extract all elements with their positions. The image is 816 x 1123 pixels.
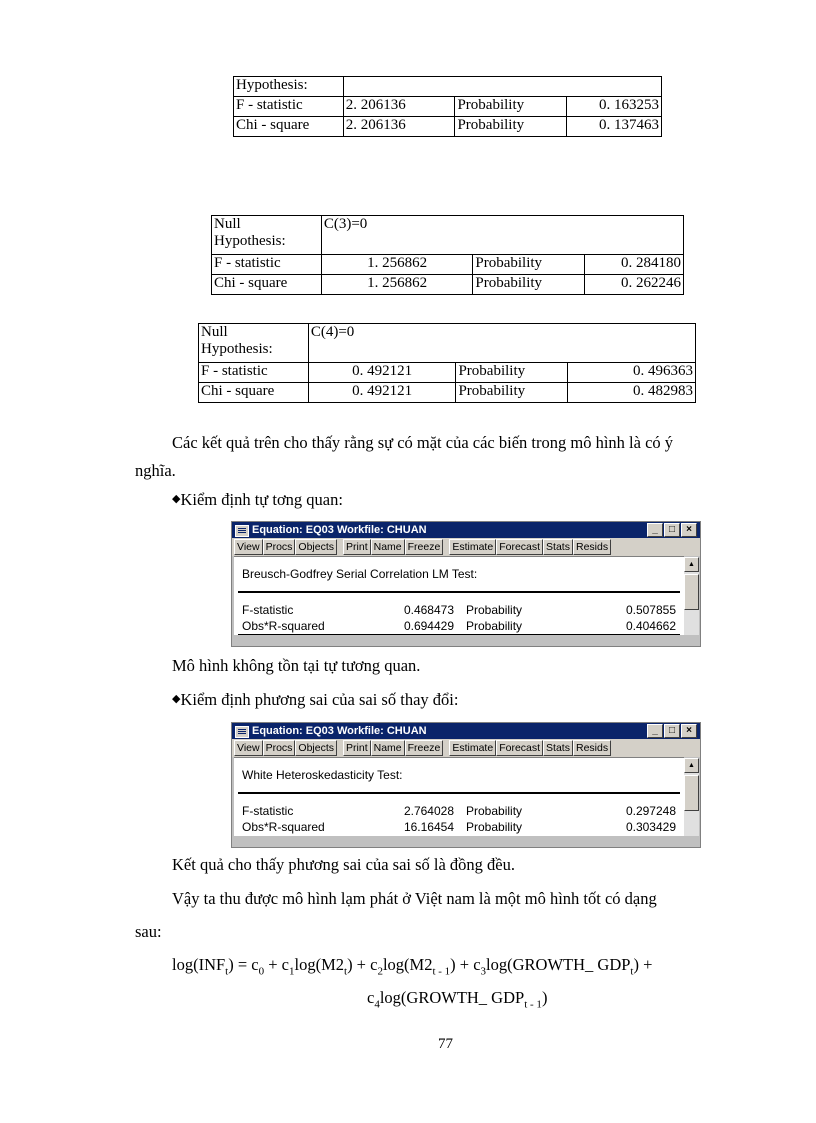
prob-value: 0. 482983 [568, 383, 696, 403]
stat-label: F-statistic [242, 603, 294, 617]
minimize-button[interactable]: _ [647, 724, 663, 738]
close-button[interactable]: × [681, 724, 697, 738]
paragraph-conclusion-line1: Các kết quả trên cho thấy rằng sự có mặt của các biến trong mô hình là có ý [172, 433, 674, 452]
vertical-scrollbar[interactable] [684, 557, 699, 635]
row-value: 1. 256862 [321, 275, 473, 295]
prob-label: Probability [455, 97, 567, 117]
toolbar-procs-button[interactable]: Procs [263, 539, 296, 555]
row-value: 2. 206136 [343, 97, 455, 117]
scroll-up-arrow-icon[interactable]: ▲ [684, 758, 699, 773]
toolbar-estimate-button[interactable]: Estimate [449, 740, 496, 756]
prob-label: Probability [466, 603, 523, 617]
prob-value: 0. 284180 [585, 255, 684, 275]
hypothesis-value: C(3)=0 [321, 216, 683, 255]
stat-value: 2.764028 [403, 804, 454, 818]
toolbar-name-button[interactable]: Name [371, 539, 405, 555]
row-value: 1. 256862 [321, 255, 473, 275]
eviews-window-heteroskedasticity[interactable] [231, 722, 701, 848]
prob-label: Probability [466, 820, 523, 834]
scroll-thumb[interactable] [684, 775, 699, 811]
window-toolbar [232, 538, 700, 556]
toolbar-resids-button[interactable]: Resids [573, 539, 611, 555]
row-value: 2. 206136 [343, 117, 455, 137]
maximize-button[interactable]: □ [664, 724, 680, 738]
prob-label: Probability [466, 619, 523, 633]
toolbar-print-button[interactable]: Print [343, 740, 371, 756]
toolbar-objects-button[interactable]: Objects [295, 539, 337, 555]
toolbar-procs-button[interactable]: Procs [263, 740, 296, 756]
toolbar-estimate-button[interactable]: Estimate [449, 539, 496, 555]
stat-value: 0.694429 [403, 619, 454, 633]
window-titlebar[interactable] [232, 522, 700, 538]
row-label: Chi - square [199, 383, 309, 403]
row-value: 0. 492121 [308, 383, 456, 403]
window-titlebar[interactable] [232, 723, 700, 739]
row-value: 0. 492121 [308, 363, 456, 383]
prob-label: Probability [466, 804, 523, 818]
test-title: White Heteroskedasticity Test: [242, 768, 403, 782]
row-label: F - statistic [199, 363, 309, 383]
formula-line2: $c_4\log(GROWTH\_$ $GDP_{t - 1}$) [367, 988, 548, 1011]
prob-value: 0. 163253 [567, 97, 662, 117]
result-heteroskedasticity: Kết quả cho thấy phương sai của sai số là đồng đều. [172, 855, 516, 874]
diamond-bullet-icon: ◆ [172, 693, 181, 705]
prob-label: Probability [473, 255, 585, 275]
row-label: F - statistic [234, 97, 344, 117]
paragraph-conclusion-line2: nghĩa. [135, 461, 176, 480]
diamond-bullet-icon: ◆ [172, 493, 181, 505]
toolbar-resids-button[interactable]: Resids [573, 740, 611, 756]
maximize-button[interactable]: □ [664, 523, 680, 537]
row-label: Chi - square [234, 117, 344, 137]
divider [238, 792, 680, 794]
prob-value: 0. 137463 [567, 117, 662, 137]
output-pane [234, 757, 684, 836]
window-app-icon [235, 525, 249, 537]
prob-value: 0.297248 [625, 804, 676, 818]
hypothesis-label: Null Hypothesis: [212, 216, 322, 255]
prob-value: 0.507855 [625, 603, 676, 617]
prob-value: 0.404662 [625, 619, 676, 633]
hypothesis-table-3 [198, 323, 696, 403]
result-autocorrelation: Mô hình không tồn tại tự tương quan. [172, 656, 421, 675]
window-app-icon [235, 726, 249, 738]
toolbar-objects-button[interactable]: Objects [295, 740, 337, 756]
hypothesis-value [343, 77, 661, 97]
prob-label: Probability [456, 383, 568, 403]
row-label: Chi - square [212, 275, 322, 295]
hypothesis-label: Hypothesis: [234, 77, 344, 97]
toolbar-view-button[interactable]: View [234, 740, 263, 756]
page-number: 77 [438, 1036, 453, 1052]
prob-label: Probability [456, 363, 568, 383]
row-label: F - statistic [212, 255, 322, 275]
prob-value: 0. 262246 [585, 275, 684, 295]
output-pane [234, 556, 684, 635]
stat-label: F-statistic [242, 804, 294, 818]
toolbar-stats-button[interactable]: Stats [543, 740, 573, 756]
close-button[interactable]: × [681, 523, 697, 537]
hypothesis-value: C(4)=0 [308, 324, 695, 363]
window-title: Equation: EQ03 Workfile: CHUAN [252, 725, 427, 737]
toolbar-stats-button[interactable]: Stats [543, 539, 573, 555]
toolbar-print-button[interactable]: Print [343, 539, 371, 555]
window-title: Equation: EQ03 Workfile: CHUAN [252, 524, 427, 536]
toolbar-forecast-button[interactable]: Forecast [496, 740, 543, 756]
window-toolbar [232, 739, 700, 757]
test-title: Breusch-Godfrey Serial Correlation LM Test: [242, 567, 478, 581]
prob-value: 0. 496363 [568, 363, 696, 383]
bullet-heteroskedasticity: ◆Kiểm định phương sai của sai số thay đổi: [172, 690, 459, 709]
hypothesis-table-1 [233, 76, 662, 137]
paragraph-model-line2: sau: [135, 922, 162, 941]
prob-label: Probability [455, 117, 567, 137]
formula-line1: $\log(INF_t) = c_0 + c_1\log(M2_t) + c_2\log(M2_{t - 1})$ + $c_3\log(GROWTH\_$ $GDP_t$) + [172, 955, 653, 978]
bullet-autocorrelation: ◆Kiểm định tự tơng quan: [172, 490, 343, 509]
stat-label: Obs*R-squared [242, 619, 325, 633]
stat-value: 0.468473 [403, 603, 454, 617]
toolbar-view-button[interactable]: View [234, 539, 263, 555]
toolbar-freeze-button[interactable]: Freeze [405, 740, 444, 756]
divider [238, 591, 680, 593]
toolbar-name-button[interactable]: Name [371, 740, 405, 756]
stat-label: Obs*R-squared [242, 820, 325, 834]
prob-value: 0.303429 [625, 820, 676, 834]
divider [238, 634, 680, 635]
vertical-scrollbar[interactable] [684, 758, 699, 836]
prob-label: Probability [473, 275, 585, 295]
scroll-thumb[interactable] [684, 574, 699, 610]
minimize-button[interactable]: _ [647, 523, 663, 537]
toolbar-freeze-button[interactable]: Freeze [405, 539, 444, 555]
toolbar-forecast-button[interactable]: Forecast [496, 539, 543, 555]
paragraph-model-line1: Vậy ta thu được mô hình lạm phát ở Việt nam là một mô hình tốt có dạng [172, 889, 657, 908]
hypothesis-label: Null Hypothesis: [199, 324, 309, 363]
stat-value: 16.16454 [403, 820, 454, 834]
hypothesis-table-2 [211, 215, 684, 295]
scroll-up-arrow-icon[interactable]: ▲ [684, 557, 699, 572]
eviews-window-serial-correlation[interactable] [231, 521, 701, 647]
